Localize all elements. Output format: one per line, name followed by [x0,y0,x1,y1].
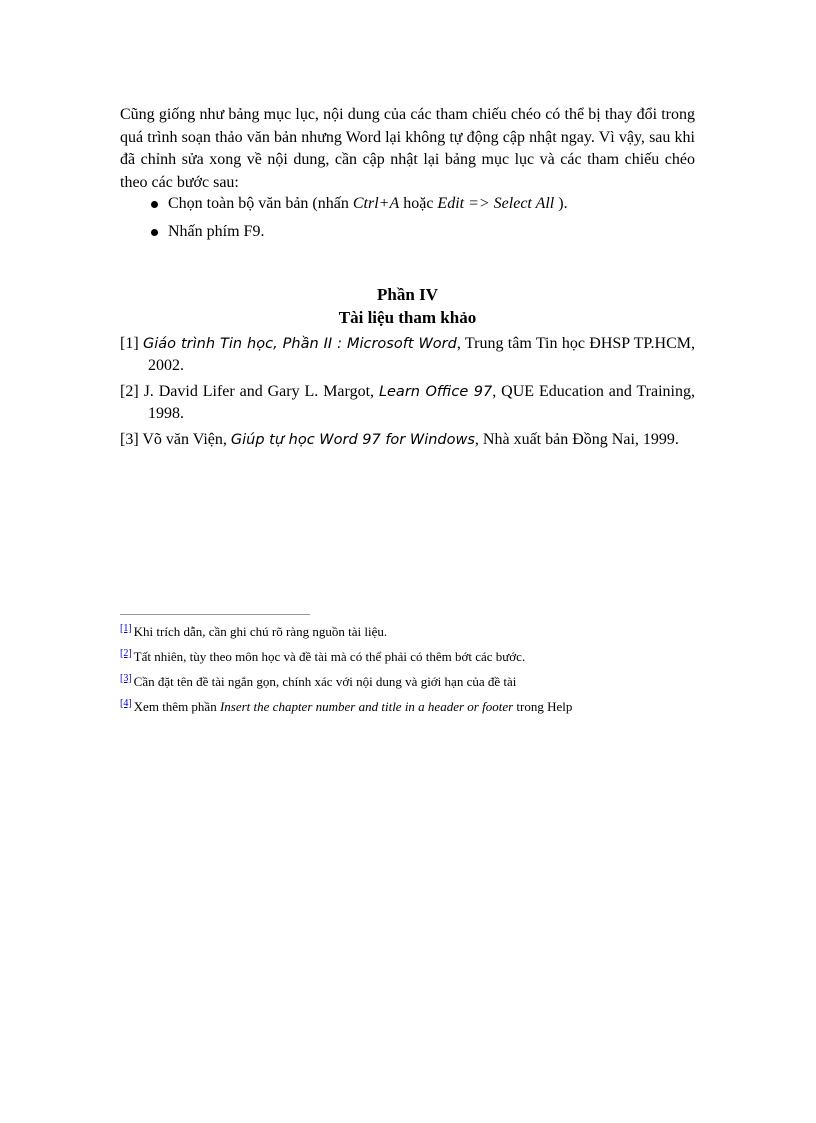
reference-authors: Võ văn Viện, [142,431,231,448]
footnote-item [120,647,720,672]
footnote-item [120,672,720,697]
footnote-text: Tất nhiên, tùy theo môn học và đề tài mà có thể phải có thêm bớt các bước. [133,649,526,664]
footnote-separator [120,614,310,615]
footnote-text: Cần đặt tên đề tài ngắn gọn, chính xác với nội dung và giới hạn của đề tài [133,674,517,689]
part-number-heading: Phần IV [377,285,438,304]
footnote-text-before: Xem thêm phần [133,699,220,714]
intro-paragraph: Cũng giống như bảng mục lục, nội dung của các tham chiếu chéo có thể bị thay đổi trong quá trình soạn thảo văn bản nhưng Word lại không tự động cập nhật ngay. Vì vậy, sau khi đã chỉnh sửa xong về nội dung, cần cập nhật lại bảng mục lục và các tham chiếu chéo theo các bước sau: [120,106,695,191]
footnote-text: Khi trích dẫn, cần ghi chú rõ ràng nguồn tài liệu. [133,624,388,639]
reference-title: Giúp tự học Word 97 for Windows [230,432,475,448]
step-text: Nhấn phím F9. [168,223,265,240]
reference-number: [3] [120,431,139,448]
reference-rest: , Trung tâm Tin học ĐHSP TP.HCM, 2002. [148,335,696,374]
reference-authors: J. David Lifer and Gary L. Margot, [143,383,379,400]
reference-number: [1] [120,335,139,352]
footnote-text-after: trong Help [513,699,573,714]
footnote-italic-text: Insert the chapter number and title in a header or footer [219,699,514,714]
references-list [120,333,695,456]
footnote-link[interactable]: [3] [120,672,132,684]
step-text-before: Chọn toàn bộ văn bản (nhấn [168,195,353,212]
step-text-middle: hoặc [399,195,438,212]
footnote-item [120,697,720,722]
menu-path: Edit => Select All [437,195,555,212]
reference-title: Learn Office 97 [378,384,493,400]
footnote-link[interactable]: [2] [120,647,132,659]
reference-item [120,333,695,376]
step-text-after: ). [554,195,568,212]
reference-item [120,429,695,451]
shortcut-key: Ctrl+A [352,195,400,212]
footnote-link[interactable]: [4] [120,697,132,709]
step-item [148,221,708,249]
reference-rest: , QUE Education and Training, 1998. [148,383,696,422]
bullet-icon [151,229,158,236]
footnote-link[interactable]: [1] [120,622,132,634]
footnote-item [120,622,720,647]
part-title-heading: Tài liệu tham khảo [338,308,477,327]
update-steps-list [148,193,708,249]
footnotes-list [120,622,720,722]
reference-number: [2] [120,383,139,400]
reference-rest: , Nhà xuất bản Đồng Nai, 1999. [474,431,679,448]
step-item [148,193,708,221]
bullet-icon [151,201,158,208]
reference-item [120,381,695,424]
reference-title: Giáo trình Tin học, Phần II : Microsoft Word [143,336,457,352]
